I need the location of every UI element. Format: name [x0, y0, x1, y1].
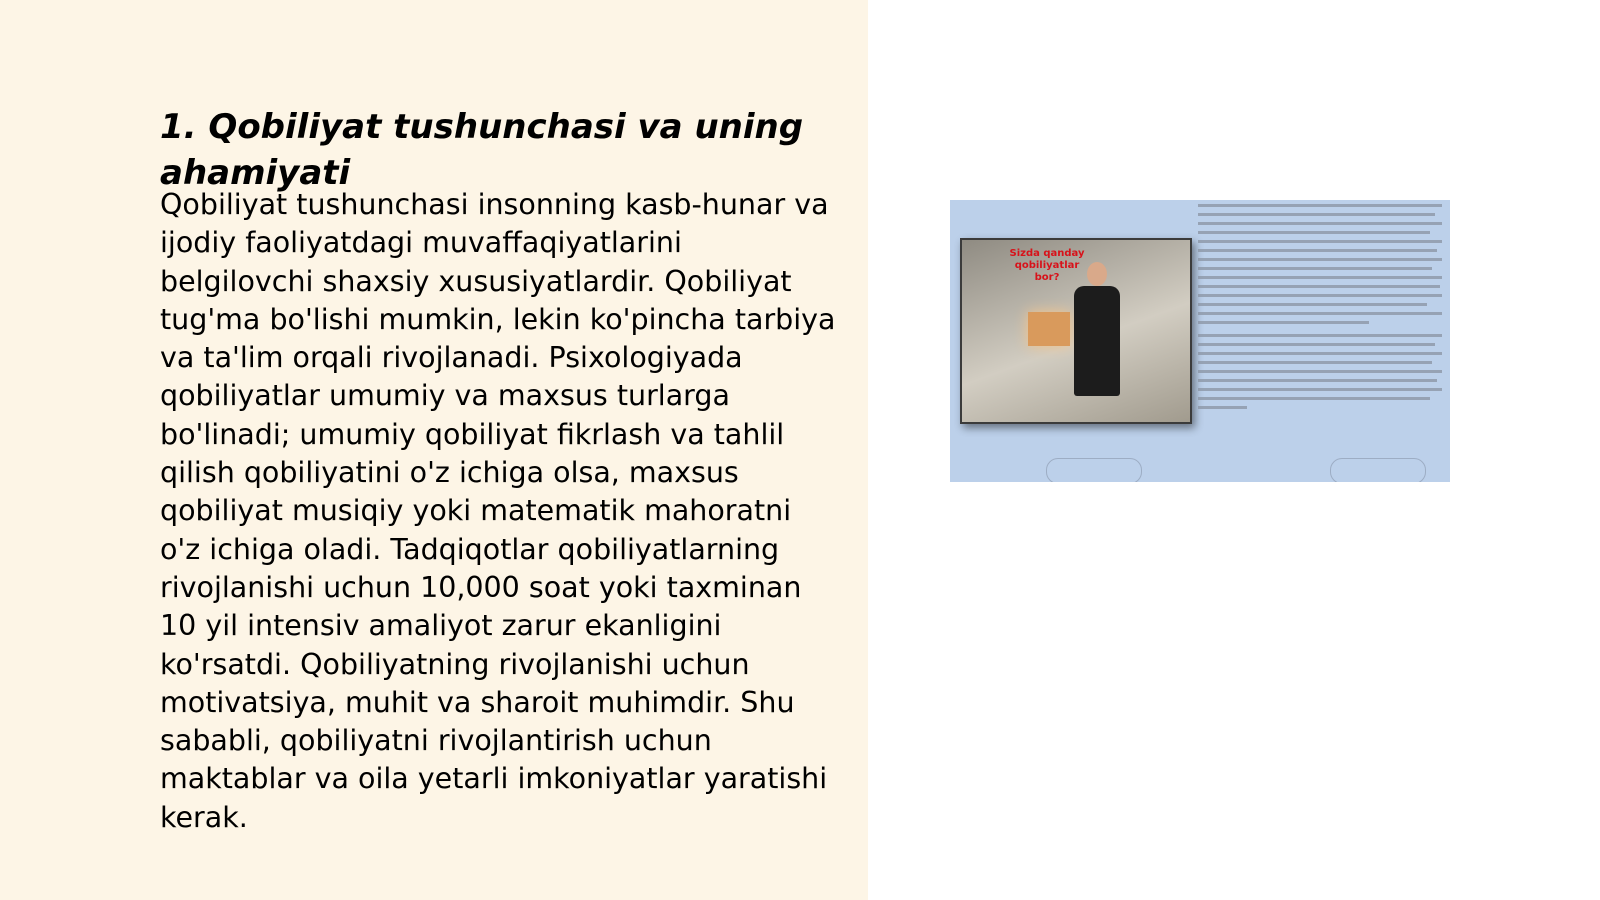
- picture-frame: [960, 238, 1192, 424]
- blurred-text-block: [1198, 204, 1442, 409]
- businessman-figure-icon: [1074, 286, 1120, 396]
- slide-title: 1. Qobiliyat tushunchasi va uning ahamiyati: [160, 107, 804, 193]
- image-caption: Sizda qanday qobiliyatlar bor?: [1009, 248, 1085, 283]
- illustration-image: [950, 200, 1450, 482]
- glowing-box-icon: [1028, 312, 1070, 346]
- slide-body-text: Qobiliyat tushunchasi insonning kasb-hunar va ijodiy faoliyatdagi muvaffaqiyatlarini belgilovchi shaxsiy xususiyatlardir. Qobiliyat tug'ma bo'lishi mumkin, lekin ko'pincha tarbiya va ta'lim orqali rivojlanadi. Psixologiyada qobiliyatlar umumiy va maxsus turlarga bo'linadi; umumiy qobiliyat fikrlash va tahlil qilish qobiliyatini o'z ichiga olsa, maxsus qobiliyat musiqiy yoki matematik mahoratni o'z ichiga oladi. Tadqiqotlar qobiliyatlarning rivojlanishi uchun 10,000 soat yoki taxminan 10 yil intensiv amaliyot zarur ekanligini ko'rsatdi. Qobiliyatning rivojlanishi uchun motivatsiya, muhit va sharoit muhimdir. Shu sababli, qobiliyatni rivojlantirish uchun maktablar va oila yetarli imkoniyatlar yaratishi kerak.: [160, 188, 836, 834]
- watermark-logo: [1046, 458, 1142, 482]
- watermark-logo: [1330, 458, 1426, 482]
- businessman-head-icon: [1087, 262, 1107, 286]
